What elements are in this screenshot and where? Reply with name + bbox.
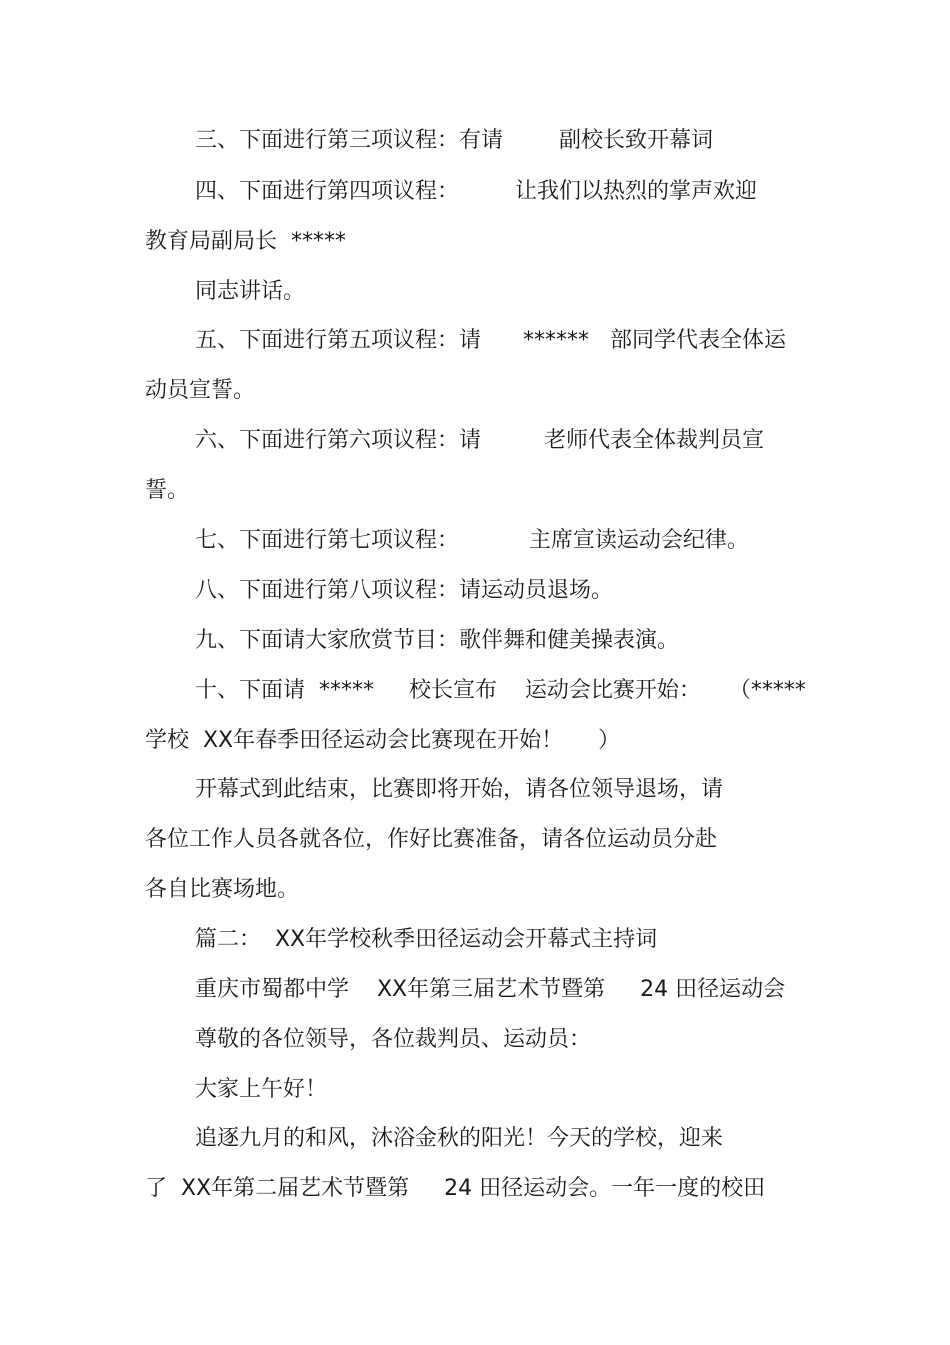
event-title: 重庆市蜀都中学 XX年第三届艺术节暨第 24 田径运动会 [195,977,786,1002]
text-line: 三、下面进行第三项议程：有请 副校长致开幕词 [195,128,713,153]
text-line: 五、下面进行第五项议程：请 ****** 部同学代表全体运 [195,328,786,353]
text-line: 各自比赛场地。 [145,877,300,902]
text-line: 学校 XX年春季田径运动会比赛现在开始！ ） [145,728,621,753]
text-line: 了 XX年第二届艺术节暨第 24 田径运动会。一年一度的校田 [145,1176,766,1201]
text-line: 七、下面进行第七项议程： 主席宣读运动会纪律。 [195,528,749,553]
text-line: 开幕式到此结束，比赛即将开始，请各位领导退场，请 [195,777,724,802]
text-line: 六、下面进行第六项议程：请 老师代表全体裁判员宣 [195,428,764,453]
text-line: 九、下面请大家欣赏节目：歌伴舞和健美操表演。 [195,628,680,653]
text-line: 动员宣誓。 [145,378,256,403]
text-line: 教育局副局长 ***** [145,229,346,254]
section-heading: 篇二： XX年学校秋季田径运动会开幕式主持词 [195,927,658,952]
text-line: 八、下面进行第八项议程：请运动员退场。 [195,578,614,603]
text-line: 追逐九月的和风，沐浴金秋的阳光！今天的学校，迎来 [195,1126,724,1151]
salutation: 尊敬的各位领导，各位裁判员、运动员： [195,1027,592,1052]
text-line: 同志讲话。 [195,279,306,304]
greeting: 大家上午好！ [195,1077,328,1102]
text-line: 四、下面进行第四项议程： 让我们以热烈的掌声欢迎 [195,179,757,204]
text-line: 各位工作人员各就各位，作好比赛准备，请各位运动员分赴 [145,827,718,852]
text-line: 十、下面请 ***** 校长宣布 运动会比赛开始： （***** [195,678,806,703]
text-line: 誓。 [145,478,190,503]
